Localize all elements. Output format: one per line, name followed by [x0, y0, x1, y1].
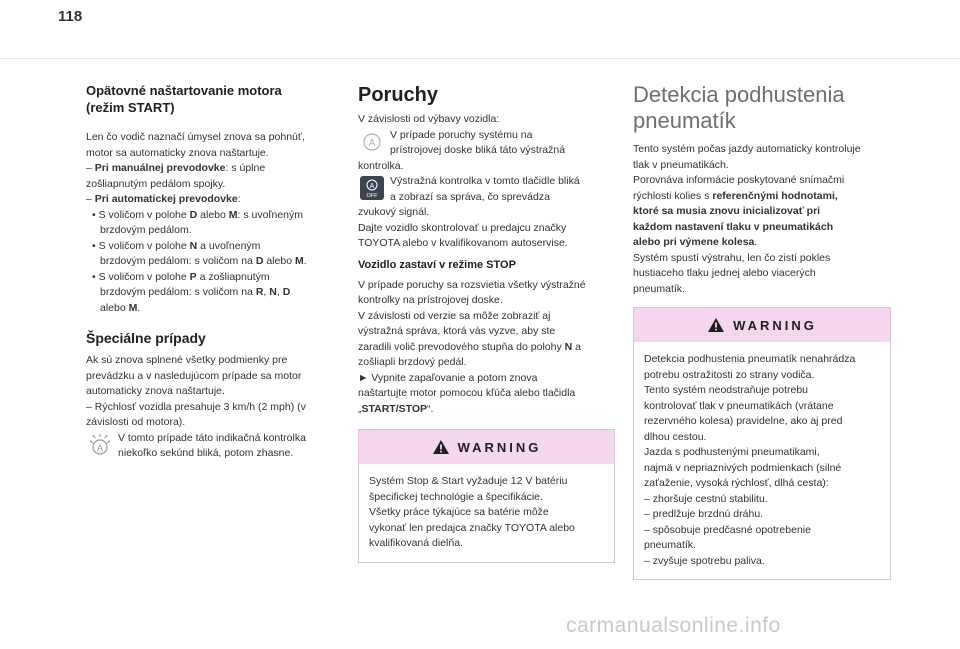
warning-body: Detekcia podhustenia pneumatík nenahrádza potrebu ostražitosti zo strany vodiča. Tento systém neodstraňuje potrebu kontrolovať tlak v pneumatikách (vrátane rezervného kolesa) pravidelne, ako aj pred dlhou cestou. Jazda s podhustenými pneumatikami, najmä v nepriaznivých podmienkach (silné zaťaženie, vysoká rýchlosť, dlhá cesta): – zhoršuje cestnú stabilitu. – predlžuje brzdnú dráhu. – spôsobuje predčasné opotrebenie pneumatík. – zvyšuje spotrebu paliva. — [644, 353, 856, 567]
svg-text:A: A — [369, 183, 375, 190]
special-cases-title: Špeciálne prípady — [86, 330, 206, 346]
svg-text:A: A — [368, 137, 376, 149]
stop-mode-title: Vozidlo zastaví v režime STOP — [358, 258, 516, 271]
tyre-detection-text: Tento systém počas jazdy automaticky kontroluje tlak v pneumatikách. Porovnáva informácie poskytované snímačmi rýchlosti kolies s referenčnými hodnotami, ktoré sa musia znovu inicializovať pri každom nastavení tlaku v pneumatikách alebo pri výmene kolesa. Systém spustí výstrahu, len čo zistí pokles hustiaceho tlaku jednej alebo viacerých pneumatík. — [633, 143, 861, 295]
stop-start-warning-icon — [358, 128, 386, 156]
restart-title: Opätovné naštartovanie motora (režim START) — [86, 83, 282, 115]
warning-triangle-icon — [432, 439, 450, 455]
fault-indicator-1: A V prípade poruchy systému na prístrojovej doske bliká táto výstražná — [358, 128, 615, 159]
column-restart — [86, 82, 340, 462]
bullet-p: • S voličom v polohe P a zošliapnutým brzdovým pedálom: s voličom na R, N, D alebo M. — [92, 270, 291, 314]
faults-intro: V závislosti od výbavy vozidla: — [358, 113, 500, 125]
bullet-n: • S voličom v polohe N a uvoľneným brzdovým pedálom: s voličom na D alebo M. — [92, 239, 307, 267]
warning-title: WARNING — [733, 317, 817, 333]
special-cases-text: Ak sú znova splnené všetky podmienky pre prevádzku a v nasledujúcom prípade sa motor automaticky znova naštartuje. – Rýchlosť vozidla presahuje 3 km/h (2 mph) (v závislosti od motora). — [86, 354, 306, 428]
stop-start-off-button-icon — [358, 174, 386, 202]
svg-text:A: A — [96, 442, 104, 453]
page-number: 118 — [58, 8, 83, 25]
tyre-warning-box — [633, 307, 891, 580]
svg-text:OFF: OFF — [366, 193, 378, 199]
column-faults: Poruchy V závislosti od výbavy vozidla: A V prípade poruchy systému na prístrojovej doske bliká táto výstražná kontrolka. A OFF Výstražná kontrolka v tomto tlačidle bliká a zobrazí sa správa, čo sprevádza zvukový signál. Dajte vozidlo skontrolovať u predajcu značky TOYOTA alebo v kvalifikovanom autoservise. Vozidlo zastaví v režime STOP V prípade poruchy sa rozsvietia všetky výstražné kontrolky na prístrojovej doske. V závislosti od verzie sa môže zobraziť aj výstražná správa, ktorá vás vyzve, aby ste zaradili volič prevodového stupňa do polohy N a zošliapli brzdový pedál. ► Vypnite zapaľovanie a potom znova naštartujte motor pomocou kľúča alebo tlačidla „START/STOP“. WARNING Systém Stop & Start vyžaduje 12 V batériu špecifickej technológie a špecifikácie. Všetky práce týkajúce sa batérie môže vykonať len predajca značky TOYOTA alebo kvalifikovaná dielňa. — [358, 82, 615, 563]
column-tyre-detection — [633, 82, 891, 580]
auto-stop-indicator-icon — [86, 431, 114, 459]
warning-triangle-icon — [707, 317, 725, 333]
automatic-gearbox-item: – Pri automatickej prevodovke: — [86, 193, 241, 205]
header-divider — [0, 58, 960, 59]
indicator-note: A V tomto prípade táto indikačná kontrolka niekoľko sekúnd bliká, potom zhasne. — [86, 431, 340, 462]
restart-intro: Len čo vodič naznačí úmysel znova sa pohnúť, motor sa automaticky znova naštartuje. — [86, 131, 305, 159]
bullet-d-m: • S voličom v polohe D alebo M: s uvoľneným brzdovým pedálom. — [92, 208, 304, 236]
warning-title: WARNING — [457, 439, 542, 455]
warning-body: Systém Stop & Start vyžaduje 12 V batériu špecifickej technológie a špecifikácie. Všetky práce týkajúce sa batérie môže vykonať len predajca značky TOYOTA alebo kvalifikovaná dielňa. — [369, 475, 575, 549]
warning-header — [634, 308, 890, 342]
warning-header — [359, 430, 614, 464]
battery-warning-box — [358, 429, 615, 563]
watermark: carmanualsonline.info — [566, 614, 781, 637]
manual-gearbox-item: – Pri manuálnej prevodovke: s úplne zošliapnutým pedálom spojky. — [86, 162, 266, 190]
tyre-detection-title: Detekcia podhustenia pneumatík — [633, 82, 845, 133]
stop-mode-text: V prípade poruchy sa rozsvietia všetky výstražné kontrolky na prístrojovej doske. V závislosti od verzie sa môže zobraziť aj výstražná správa, ktorá vás vyzve, aby ste zaradili volič prevodového stupňa do polohy N a zošliapli brzdový pedál. ► Vypnite zapaľovanie a potom znova naštartujte motor pomocou kľúča alebo tlačidla „START/STOP“. — [358, 278, 586, 415]
faults-title: Poruchy — [358, 84, 439, 106]
fault-indicator-2: A OFF Výstražná kontrolka v tomto tlačidle bliká a zobrazí sa správa, čo sprevádza — [358, 174, 615, 205]
